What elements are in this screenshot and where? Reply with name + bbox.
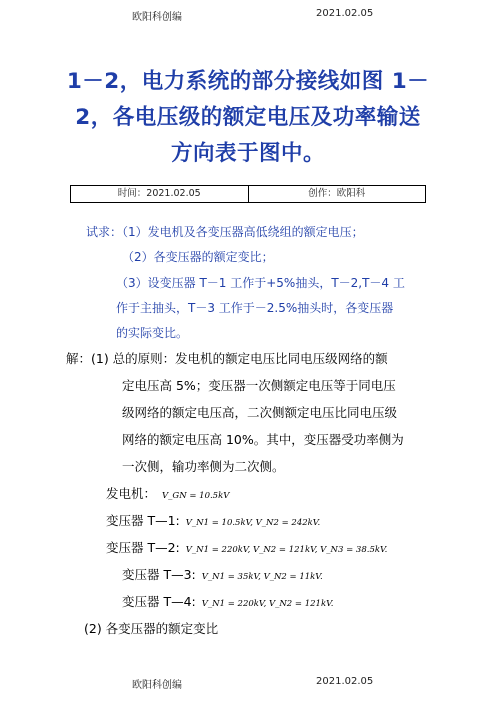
info-box (70, 185, 426, 203)
generator-label: 发电机： (106, 486, 157, 501)
header-right: 2021.02.05 (316, 8, 374, 19)
t1-row (106, 511, 320, 529)
answer-line-5: 一次侧，输功率侧为二次侧。 (122, 459, 285, 474)
title-line-2: 2，各电压级的额定电压及功率输送 (75, 105, 421, 130)
answer-line-1: 解：(1) 总的原则：发电机的额定电压比同电压级网络的额 (66, 351, 388, 366)
t4-formula: V_N1 = 220kV, V_N2 = 121kV. (201, 599, 334, 609)
answer-line-4: 网络的额定电压高 10%。其中，变压器受功率侧为 (122, 432, 404, 447)
title-line-1: 1－2，电力系统的部分接线如图 1－ (66, 69, 430, 94)
t3-formula: V_N1 = 35kV, V_N2 = 11kV. (201, 572, 323, 582)
t2-row (106, 538, 387, 556)
t2-formula: V_N1 = 220kV, V_N2 = 121kV, V_N3 = 38.5kV. (185, 545, 388, 555)
t4-row (122, 592, 333, 610)
answer-part-2: (2) 各变压器的额定变比 (84, 621, 219, 636)
info-author: 创作：欧阳科 (248, 186, 426, 202)
title-line-3: 方向表于图中。 (170, 141, 325, 166)
t1-label: 变压器 T—1: (106, 513, 180, 528)
answer-line-2: 定电压高 5%；变压器一次侧额定电压等于同电压 (122, 378, 396, 393)
page-title (52, 64, 444, 172)
t1-formula: V_N1 = 10.5kV, V_N2 = 242kV. (185, 518, 321, 528)
generator-row (106, 484, 229, 502)
t3-row (122, 565, 323, 583)
question-3-line-1: （3）设变压器 T－1 工作于+5%抽头，T－2,T－4 工 (116, 276, 405, 290)
answer-line-3: 级网络的额定电压高，二次侧额定电压比同电压级 (122, 405, 398, 420)
t3-label: 变压器 T—3: (122, 567, 196, 582)
question-intro: 试求：（1）发电机及各变压器高低绕组的额定电压； (86, 225, 364, 239)
info-time: 时间：2021.02.05 (117, 188, 201, 199)
generator-formula: V_GN = 10.5kV (162, 491, 230, 501)
t2-label: 变压器 T—2: (106, 540, 180, 555)
question-3-line-3: 的实际变比。 (116, 326, 189, 340)
question-3-line-2: 作于主抽头，T－3 工作于－2.5%抽头时，各变压器 (116, 301, 394, 315)
t4-label: 变压器 T—4: (122, 594, 196, 609)
header-left: 欧阳科创编 (132, 12, 182, 23)
footer-right: 2021.02.05 (316, 676, 374, 687)
footer-left: 欧阳科创编 (132, 680, 182, 691)
question-2: （2）各变压器的额定变比； (122, 250, 274, 264)
